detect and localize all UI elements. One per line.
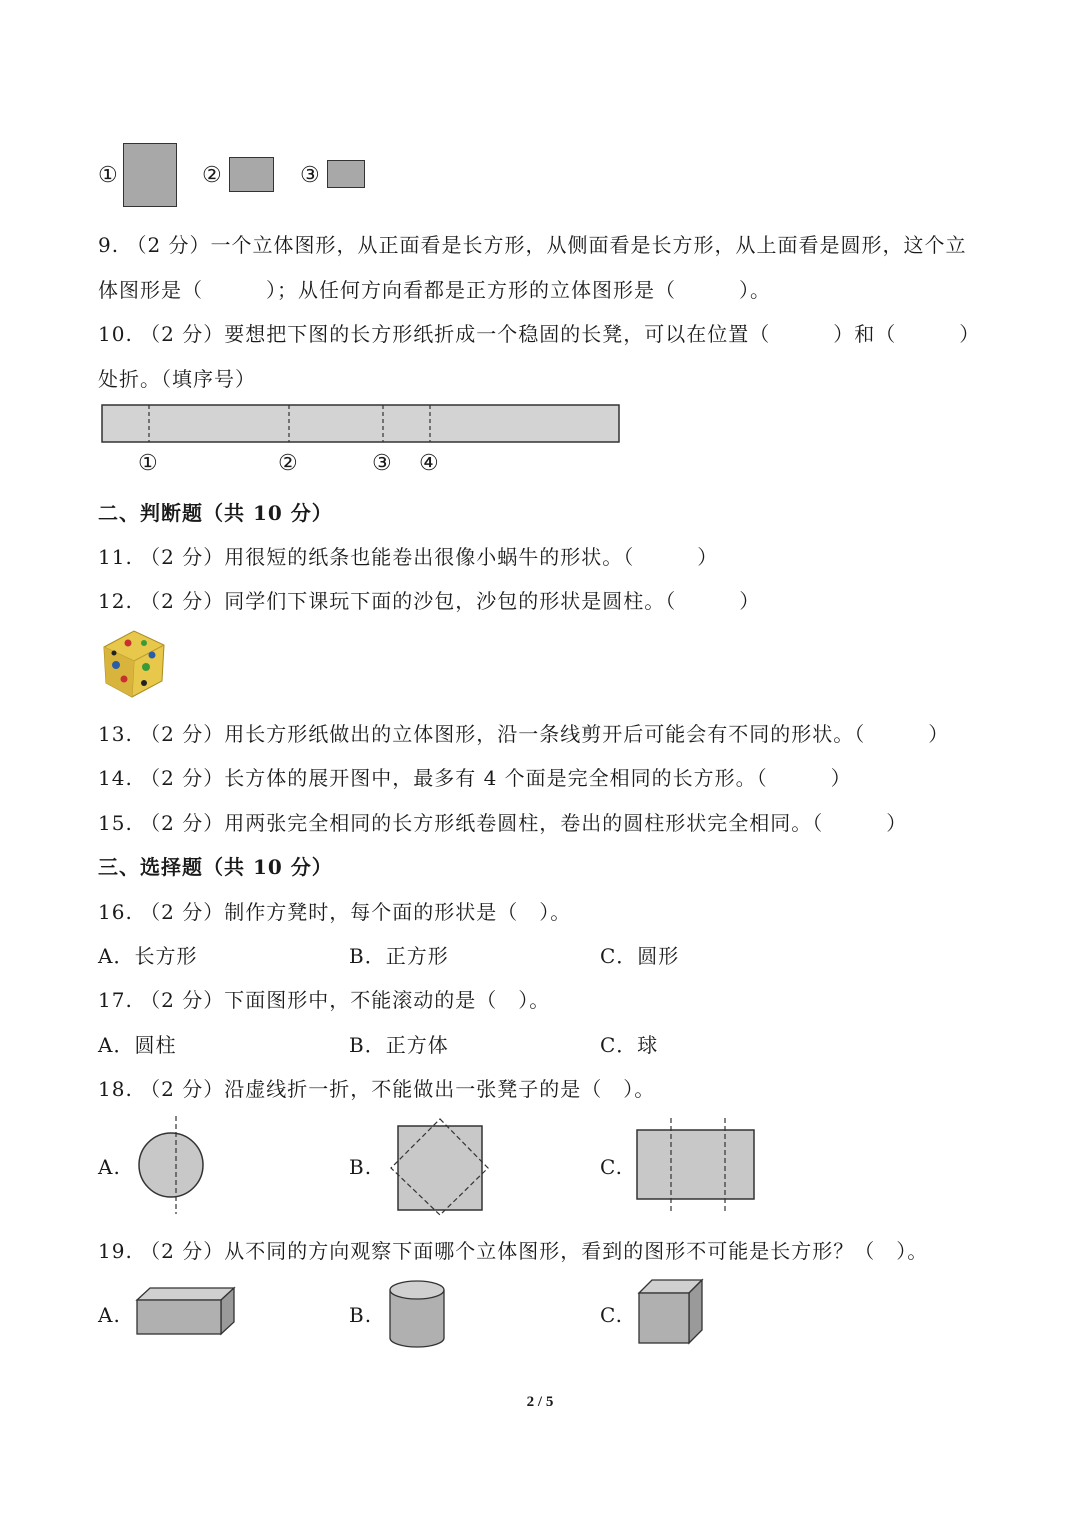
q16-option-b[interactable]: B．正方形 — [349, 944, 449, 968]
q18-circle-figure — [134, 1114, 208, 1216]
question-12: 12. （2 分）同学们下课玩下面的沙包，沙包的形状是圆柱。（ ） — [98, 589, 761, 613]
rectangle-figure-2 — [229, 157, 274, 192]
question-11: 11. （2 分）用很短的纸条也能卷出很像小蜗牛的形状。（ ） — [98, 545, 719, 569]
question-9-line-2: 体图形是（ ）；从任何方向看都是正方形的立体图形是（ ）。 — [98, 278, 771, 302]
q19-option-c-label[interactable]: C. — [600, 1303, 623, 1327]
question-15: 15. （2 分）用两张完全相同的长方形纸卷圆柱，卷出的圆柱形状完全相同。（ ） — [98, 811, 908, 835]
page-number: 2 / 5 — [526, 1394, 554, 1410]
q19-cylinder-figure — [386, 1278, 448, 1350]
question-10-line-1: 10. （2 分）要想把下图的长方形纸折成一个稳固的长凳，可以在位置（ ）和（ ） — [98, 322, 981, 346]
q16-option-c[interactable]: C．圆形 — [600, 944, 680, 968]
figure-label-3: ③ — [300, 163, 320, 188]
q18-option-c-label[interactable]: C. — [600, 1155, 623, 1179]
q18-square-figure — [385, 1117, 495, 1217]
question-17: 17. （2 分）下面图形中，不能滚动的是（ ）。 — [98, 988, 551, 1012]
q19-cuboid-figure — [134, 1286, 238, 1338]
rectangle-figure-1 — [123, 143, 177, 207]
section-3-heading: 三、选择题（共 10 分） — [98, 855, 333, 879]
rectangle-figure-3 — [327, 160, 365, 188]
question-9-line-1: 9. （2 分）一个立体图形，从正面看是长方形，从侧面看是长方形，从上面看是圆形，这个立 — [98, 233, 967, 257]
q16-option-a[interactable]: A．长方形 — [98, 944, 198, 968]
question-16: 16. （2 分）制作方凳时，每个面的形状是（ ）。 — [98, 900, 572, 924]
q19-option-b-label[interactable]: B. — [349, 1303, 373, 1327]
question-10-line-2: 处折。（填序号） — [98, 367, 256, 391]
question-14: 14. （2 分）长方体的展开图中，最多有 4 个面是完全相同的长方形。（ ） — [98, 766, 852, 790]
fold-label-4: ④ — [419, 451, 439, 476]
figure-label-1: ① — [98, 163, 118, 188]
question-18: 18. （2 分）沿虚线折一折，不能做出一张凳子的是（ ）。 — [98, 1077, 656, 1101]
section-2-heading: 二、判断题（共 10 分） — [98, 501, 333, 525]
figure-label-2: ② — [202, 163, 222, 188]
q19-option-a-label[interactable]: A. — [98, 1303, 121, 1327]
q17-option-a[interactable]: A．圆柱 — [98, 1033, 177, 1057]
paper-strip-figure — [100, 403, 625, 447]
q17-option-b[interactable]: B．正方体 — [349, 1033, 449, 1057]
fold-label-3: ③ — [372, 451, 392, 476]
q18-rectangle-figure — [635, 1116, 759, 1216]
question-19: 19. （2 分）从不同的方向观察下面哪个立体图形，看到的图形不可能是长方形？（ ）。 — [98, 1239, 929, 1263]
q18-option-a-label[interactable]: A. — [98, 1155, 121, 1179]
q17-option-c[interactable]: C．球 — [600, 1033, 659, 1057]
fold-label-1: ① — [138, 451, 158, 476]
sandbag-image — [98, 625, 170, 701]
fold-label-2: ② — [278, 451, 298, 476]
question-13: 13. （2 分）用长方形纸做出的立体图形，沿一条线剪开后可能会有不同的形状。（ ） — [98, 722, 950, 746]
q18-option-b-label[interactable]: B. — [349, 1155, 373, 1179]
q19-cube-figure — [636, 1278, 706, 1346]
